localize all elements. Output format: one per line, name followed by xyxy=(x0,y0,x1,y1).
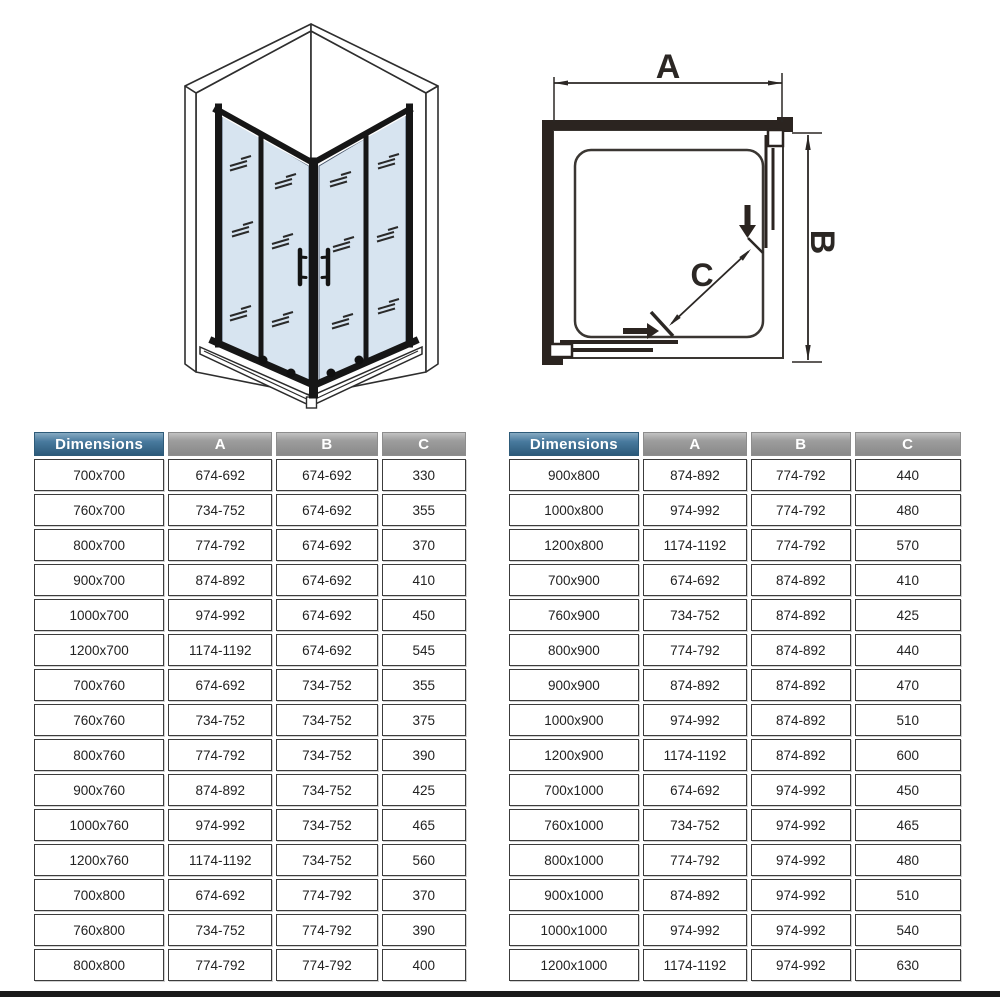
table-cell: 1200x1000 xyxy=(509,949,639,981)
table-row xyxy=(509,809,961,841)
table-cell: 774-792 xyxy=(276,879,377,911)
table-cell: 774-792 xyxy=(168,529,272,561)
table-cell: 674-692 xyxy=(643,564,747,596)
table-cell: 800x760 xyxy=(34,739,164,771)
table-cell: 734-752 xyxy=(276,774,377,806)
table-row xyxy=(509,879,961,911)
table-cell: 900x1000 xyxy=(509,879,639,911)
table-cell: 1000x900 xyxy=(509,704,639,736)
column-header-a: A xyxy=(643,432,747,456)
table-cell: 1174-1192 xyxy=(643,529,747,561)
table-cell: 1200x700 xyxy=(34,634,164,666)
column-header-a: A xyxy=(168,432,272,456)
table-cell: 425 xyxy=(382,774,466,806)
table-cell: 1174-1192 xyxy=(168,844,272,876)
table-cell: 974-992 xyxy=(643,704,747,736)
table-cell: 974-992 xyxy=(751,949,850,981)
table-row xyxy=(509,459,961,491)
table-cell: 974-992 xyxy=(751,914,850,946)
table-cell: 600 xyxy=(855,739,962,771)
table-cell: 874-892 xyxy=(168,774,272,806)
table-row xyxy=(509,599,961,631)
table-cell: 774-792 xyxy=(751,529,850,561)
column-header-dimensions: Dimensions xyxy=(509,432,639,456)
table-row xyxy=(509,914,961,946)
table-cell: 450 xyxy=(855,774,962,806)
table-cell: 700x700 xyxy=(34,459,164,491)
table-cell: 465 xyxy=(382,809,466,841)
table-cell: 974-992 xyxy=(751,774,850,806)
table-cell: 674-692 xyxy=(276,564,377,596)
table-row xyxy=(34,844,466,876)
table-row xyxy=(34,459,466,491)
table-cell: 774-792 xyxy=(276,914,377,946)
table-row xyxy=(509,844,961,876)
table-cell: 774-792 xyxy=(168,949,272,981)
label-a: A xyxy=(655,48,681,86)
table-cell: 734-752 xyxy=(276,809,377,841)
table-cell: 874-892 xyxy=(643,669,747,701)
table-cell: 400 xyxy=(382,949,466,981)
table-cell: 734-752 xyxy=(276,669,377,701)
table-cell: 734-752 xyxy=(168,704,272,736)
table-cell: 1174-1192 xyxy=(643,949,747,981)
table-cell: 674-692 xyxy=(643,774,747,806)
table-cell: 674-692 xyxy=(168,669,272,701)
table-row xyxy=(34,599,466,631)
table-row xyxy=(509,564,961,596)
table-cell: 440 xyxy=(855,634,962,666)
table-cell: 700x1000 xyxy=(509,774,639,806)
table-cell: 480 xyxy=(855,844,962,876)
table-cell: 800x1000 xyxy=(509,844,639,876)
table-cell: 774-792 xyxy=(168,739,272,771)
label-b: B xyxy=(803,229,841,255)
table-row xyxy=(34,529,466,561)
table-cell: 900x900 xyxy=(509,669,639,701)
table-cell: 674-692 xyxy=(276,494,377,526)
table-cell: 974-992 xyxy=(751,844,850,876)
table-cell: 760x900 xyxy=(509,599,639,631)
table-cell: 674-692 xyxy=(276,634,377,666)
plan-view-figure xyxy=(520,40,900,410)
dimensions-table-left-grid xyxy=(30,429,470,984)
table-cell: 774-792 xyxy=(643,844,747,876)
table-cell: 700x900 xyxy=(509,564,639,596)
dimensions-table-right xyxy=(505,429,965,984)
dimensions-table-left xyxy=(30,429,470,984)
table-cell: 630 xyxy=(855,949,962,981)
table-cell: 700x760 xyxy=(34,669,164,701)
table-cell: 874-892 xyxy=(643,879,747,911)
table-cell: 1200x800 xyxy=(509,529,639,561)
table-row xyxy=(34,774,466,806)
table-cell: 734-752 xyxy=(168,494,272,526)
table-cell: 440 xyxy=(855,459,962,491)
table-cell: 674-692 xyxy=(168,459,272,491)
table-cell: 760x800 xyxy=(34,914,164,946)
table-cell: 734-752 xyxy=(276,704,377,736)
table-row xyxy=(509,774,961,806)
table-cell: 974-992 xyxy=(751,809,850,841)
table-row xyxy=(34,949,466,981)
table-cell: 874-892 xyxy=(751,739,850,771)
table-cell: 734-752 xyxy=(276,844,377,876)
table-cell: 570 xyxy=(855,529,962,561)
table-cell: 674-692 xyxy=(276,529,377,561)
table-cell: 1174-1192 xyxy=(643,739,747,771)
table-cell: 425 xyxy=(855,599,962,631)
table-row xyxy=(34,494,466,526)
table-cell: 800x900 xyxy=(509,634,639,666)
plan-view-drawing xyxy=(520,40,900,410)
table-cell: 410 xyxy=(855,564,962,596)
table-cell: 370 xyxy=(382,529,466,561)
table-row xyxy=(509,704,961,736)
table-cell: 674-692 xyxy=(168,879,272,911)
table-row xyxy=(34,704,466,736)
table-cell: 390 xyxy=(382,914,466,946)
table-cell: 874-892 xyxy=(643,459,747,491)
table-row xyxy=(34,564,466,596)
table-row xyxy=(34,879,466,911)
table-cell: 974-992 xyxy=(168,809,272,841)
table-cell: 974-992 xyxy=(751,879,850,911)
table-row xyxy=(509,494,961,526)
table-cell: 390 xyxy=(382,739,466,771)
table-cell: 800x800 xyxy=(34,949,164,981)
table-cell: 874-892 xyxy=(751,704,850,736)
table-cell: 410 xyxy=(382,564,466,596)
column-header-b: B xyxy=(751,432,850,456)
table-cell: 974-992 xyxy=(168,599,272,631)
label-c: C xyxy=(690,257,714,293)
table-cell: 355 xyxy=(382,669,466,701)
table-cell: 760x760 xyxy=(34,704,164,736)
table-row xyxy=(34,914,466,946)
table-cell: 370 xyxy=(382,879,466,911)
table-cell: 900x800 xyxy=(509,459,639,491)
table-row xyxy=(509,739,961,771)
table-cell: 1000x760 xyxy=(34,809,164,841)
table-cell: 560 xyxy=(382,844,466,876)
column-header-c: C xyxy=(855,432,962,456)
column-header-c: C xyxy=(382,432,466,456)
table-cell: 974-992 xyxy=(643,914,747,946)
table-cell: 734-752 xyxy=(276,739,377,771)
table-row xyxy=(509,529,961,561)
table-cell: 774-792 xyxy=(643,634,747,666)
table-cell: 874-892 xyxy=(751,634,850,666)
table-cell: 974-992 xyxy=(643,494,747,526)
table-header-row xyxy=(34,432,466,456)
table-cell: 510 xyxy=(855,704,962,736)
table-cell: 1200x900 xyxy=(509,739,639,771)
table-cell: 1000x1000 xyxy=(509,914,639,946)
table-cell: 674-692 xyxy=(276,599,377,631)
dimensions-table-right-grid xyxy=(505,429,965,984)
page-bottom-rule xyxy=(0,991,1000,997)
table-row xyxy=(34,739,466,771)
isometric-enclosure-drawing xyxy=(100,10,500,410)
column-header-dimensions: Dimensions xyxy=(34,432,164,456)
table-row xyxy=(34,809,466,841)
table-cell: 800x700 xyxy=(34,529,164,561)
table-cell: 1000x700 xyxy=(34,599,164,631)
table-cell: 1200x760 xyxy=(34,844,164,876)
table-cell: 330 xyxy=(382,459,466,491)
table-cell: 375 xyxy=(382,704,466,736)
table-cell: 760x700 xyxy=(34,494,164,526)
table-cell: 734-752 xyxy=(643,599,747,631)
table-cell: 450 xyxy=(382,599,466,631)
column-header-b: B xyxy=(276,432,377,456)
isometric-enclosure-figure xyxy=(100,10,500,410)
table-row xyxy=(509,634,961,666)
table-header-row xyxy=(509,432,961,456)
table-cell: 1174-1192 xyxy=(168,634,272,666)
tray-outline xyxy=(575,150,763,337)
table-cell: 1000x800 xyxy=(509,494,639,526)
table-row xyxy=(509,949,961,981)
table-cell: 734-752 xyxy=(643,809,747,841)
table-cell: 510 xyxy=(855,879,962,911)
table-cell: 674-692 xyxy=(276,459,377,491)
table-cell: 545 xyxy=(382,634,466,666)
table-cell: 874-892 xyxy=(751,599,850,631)
table-row xyxy=(34,669,466,701)
table-cell: 700x800 xyxy=(34,879,164,911)
table-cell: 355 xyxy=(382,494,466,526)
table-cell: 874-892 xyxy=(751,669,850,701)
table-cell: 874-892 xyxy=(751,564,850,596)
table-cell: 760x1000 xyxy=(509,809,639,841)
table-cell: 774-792 xyxy=(751,459,850,491)
table-cell: 774-792 xyxy=(751,494,850,526)
table-cell: 470 xyxy=(855,669,962,701)
table-cell: 540 xyxy=(855,914,962,946)
table-cell: 480 xyxy=(855,494,962,526)
table-cell: 774-792 xyxy=(276,949,377,981)
table-cell: 465 xyxy=(855,809,962,841)
table-row xyxy=(509,669,961,701)
table-cell: 874-892 xyxy=(168,564,272,596)
table-cell: 900x760 xyxy=(34,774,164,806)
table-cell: 734-752 xyxy=(168,914,272,946)
table-cell: 900x700 xyxy=(34,564,164,596)
table-row xyxy=(34,634,466,666)
